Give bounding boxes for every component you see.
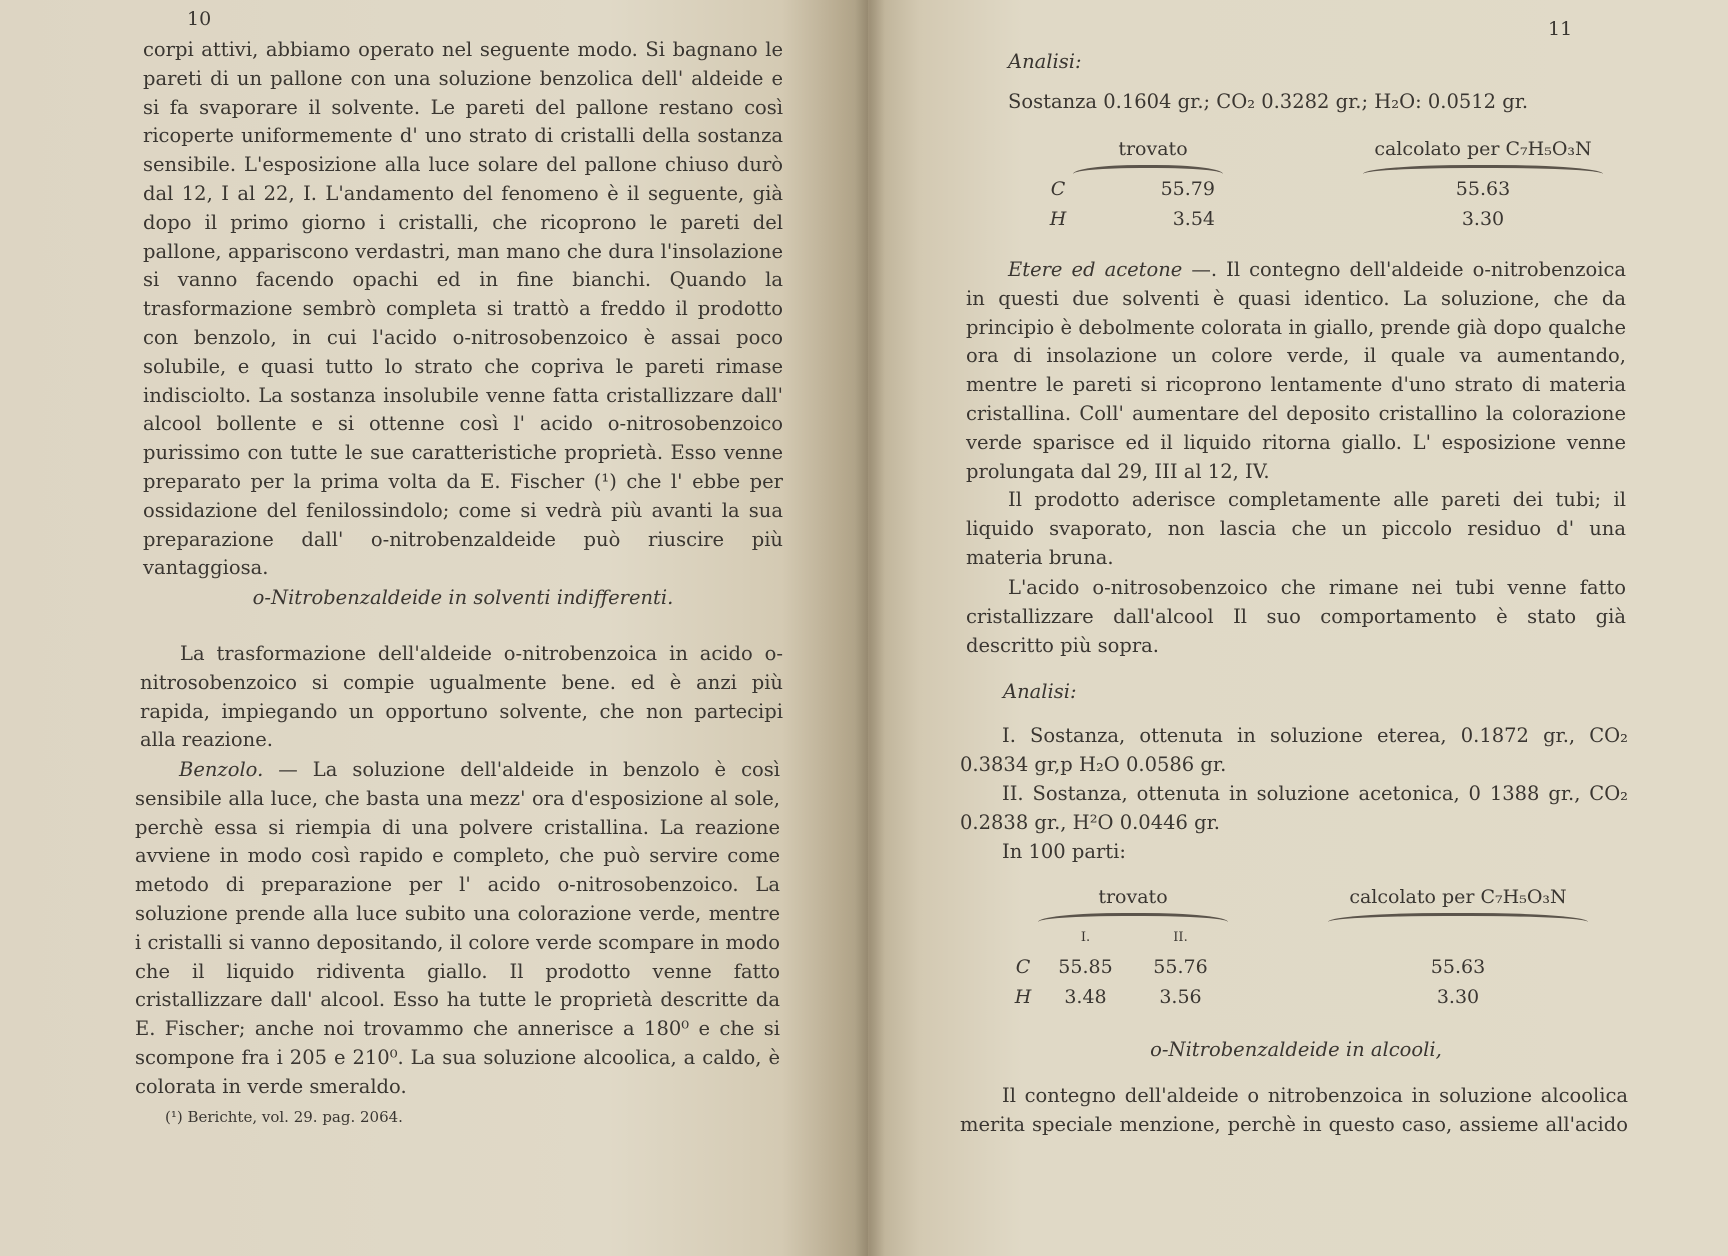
table1-header-calc: calcolato per C₇H₅O₃N (1374, 138, 1592, 160)
table2-sub-i: I. (1080, 929, 1091, 945)
book-gutter (855, 0, 885, 1256)
table2-row-h: H 3.48 3.56 3.30 (1014, 986, 1480, 1008)
paragraph-esposizione: corpi attivi, abbiamo operato nel seguente modo. Si bagnano le pareti di un pallone con una soluzione benzolica dell' aldeide e si fa svaporare il solvente. Le pareti del pallone restano così ricoperte uniformemente d' uno strato di cristalli della sostanza sensibile. L'esposizione alla luce solare del pallone chiuso durò dal 12, I al 22, I. L'andamento del fenomeno è il seguente, già dopo il primo giorno i cristalli, che ricoprono le pareti del pallone, appariscono verdastri, man mano che dura l'insolazione si vanno facendo opachi ed in fine bianchi. Quando la trasformazione sembrò completa si trattò a freddo il prodotto con benzolo, in cui l'acido o-nitrosobenzoico è assai poco solubile, e quasi tutto lo strato che copriva le pareti rimase indisciolto. La sostanza insolubile venne fatta cristallizzare dall' alcool bollente e si ottenne così l' acido o-nitrosobenzoico purissimo con tutte le sue caratteristiche proprietà. Esso venne preparato per la prima volta da E. Fischer (¹) che l' ebbe per ossidazione del fenilossindolo; come si vedrà più avanti la sua preparazione dall' o-nitrobenzaldeide può riuscire più vantaggiosa. (143, 38, 783, 580)
results-table-1 (1043, 134, 1603, 234)
benzolo-label: Benzolo. (179, 758, 264, 781)
etere-label: Etere ed acetone (1008, 258, 1183, 281)
paragraph-prodotto: Il prodotto aderisce completamente alle pareti dei tubi; il liquido svaporato, non lascia che un piccolo residuo d' una materia bruna. (966, 488, 1626, 569)
section-heading-solventi: o-Nitrobenzaldeide in solventi indifferenti. (252, 586, 674, 609)
section-heading-alcooli: o-Nitrobenzaldeide in alcooli, (1150, 1038, 1442, 1061)
table2-header-calc: calcolato per C₇H₅O₃N (1349, 886, 1567, 908)
in-100-parti: In 100 parti: (1002, 840, 1126, 863)
paragraph-etere (966, 256, 1626, 486)
page-number-right: 11 (1548, 18, 1573, 40)
analisi-line-1: Sostanza 0.1604 gr.; CO₂ 0.3282 gr.; H₂O: 0.0512 gr. (1008, 90, 1529, 113)
paragraph-trasformazione: La trasformazione dell'aldeide o-nitrobenzoica in acido o-nitrosobenzoico si compie ugualmente bene. ed è anzi più rapida, impiegando un opportuno solvente, che non partecipi alla reazione. (140, 642, 783, 752)
analisi-2-line-i: I. Sostanza, ottenuta in soluzione eterea, 0.1872 gr., CO₂ 0.3834 gr,p H₂O 0.0586 gr. (960, 724, 1628, 776)
paragraph-benzolo (135, 756, 780, 1102)
table2-header-found: trovato (1098, 886, 1168, 908)
results-table-2 (1008, 882, 1588, 1012)
analisi-2-line-ii: II. Sostanza, ottenuta in soluzione acetonica, 0 1388 gr., CO₂ 0.2838 gr., H²O 0.0446 gr. (960, 782, 1628, 834)
table1-row-c: C 55.79 55.63 (1050, 178, 1511, 200)
right-page (868, 0, 1728, 1256)
analisi-label-1: Analisi: (1008, 50, 1082, 73)
table1-header-found: trovato (1118, 138, 1188, 160)
paragraph-acido: L'acido o-nitrosobenzoico che rimane nei tubi venne fatto cristallizzare dall'alcool Il suo comportamento è stato già descritto più sopra. (966, 576, 1626, 657)
benzolo-text: — La soluzione dell'aldeide in benzolo è così sensibile alla luce, che basta una mezz' ora d'esposizione al sole, perchè essa si riempia di una polvere cristallina. La reazione avviene in modo così rapido e completo, che può servire come metodo di preparazione per l' acido o-nitrosobenzoico. La soluzione prende alla luce subito una colorazione verde, mentre i cristalli si vanno depositando, il colore verde scompare in modo che il liquido ridiventa giallo. Il prodotto venne fatto cristallizzare dall' alcool. Esso ha tutte le proprietà descritte da E. Fischer; anche noi trovammo che annerisce a 180⁰ e che si scompone fra i 205 e 210⁰. La sua soluzione alcoolica, a caldo, è colorata in verde smeraldo. (135, 758, 780, 1098)
table2-row-c: C 55.85 55.76 55.63 (1015, 956, 1486, 978)
paragraph-alcooli: Il contegno dell'aldeide o nitrobenzoica in soluzione alcoolica merita speciale menzione, perchè in questo caso, assieme all'acido (960, 1084, 1628, 1136)
etere-text: —. Il contegno dell'aldeide o-nitrobenzoica in questi due solventi è quasi identico. La soluzione, che da principio è debolmente colorata in giallo, prende già dopo qualche ora di insolazione un colore verde, il quale va aumentando, mentre le pareti si ricoprono lentamente d'uno strato di materia cristallina. Coll' aumentare del deposito cristallino la colorazione verde sparisce ed il liquido ritorna giallo. L' esposizione venne prolungata dal 29, III al 12, IV. (966, 258, 1626, 483)
table1-row-h: H 3.54 3.30 (1049, 208, 1505, 230)
table2-sub-ii: II. (1173, 929, 1188, 945)
analisi-label-2: Analisi: (1003, 680, 1077, 703)
page-number-left: 10 (187, 8, 212, 30)
footnote: (¹) Berichte, vol. 29. pag. 2064. (165, 1108, 403, 1126)
